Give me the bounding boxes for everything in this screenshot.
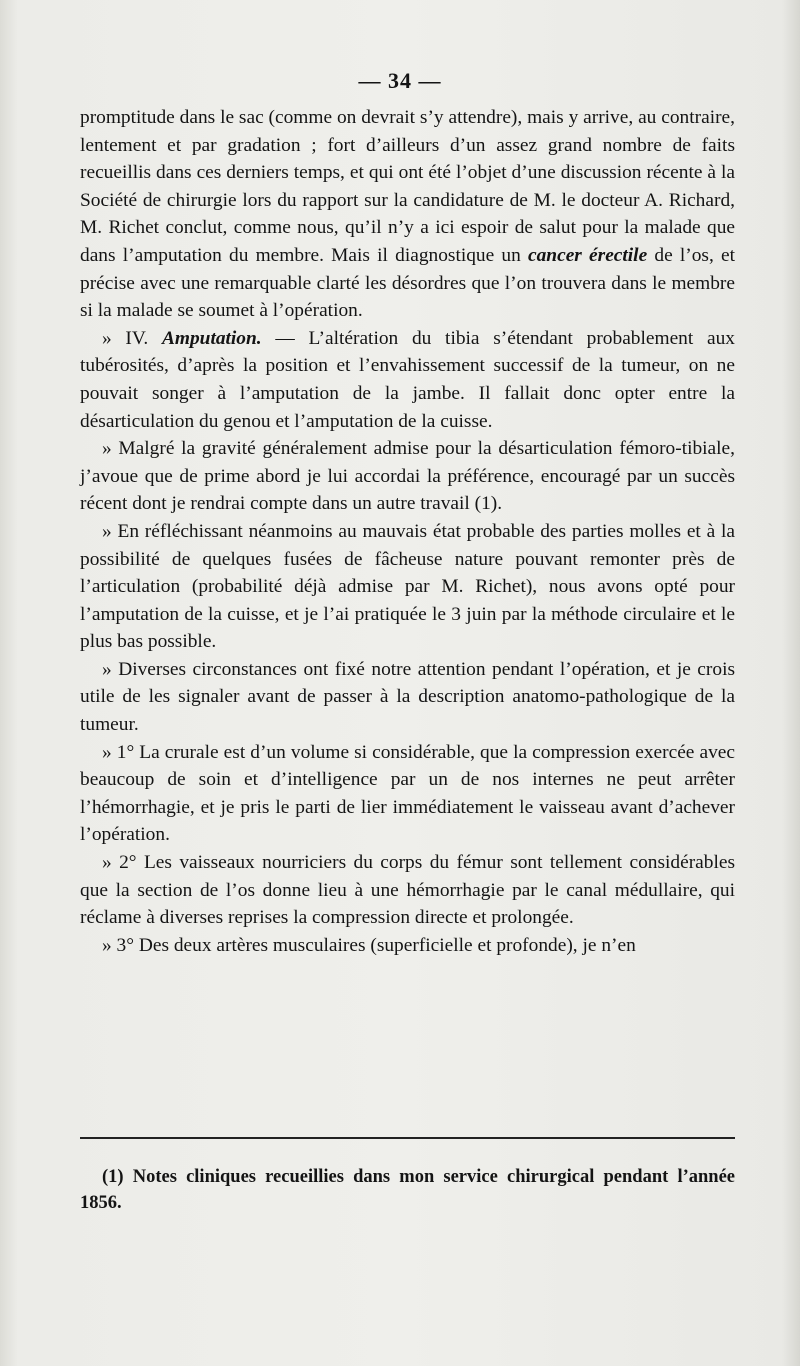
paragraph: [80, 435, 735, 518]
text-segment: » 2° Les vaisseaux nourriciers du corps du fémur sont tellement considérables que la section de l’os donne lieu à une hémorrhagie par le canal médullaire, qui réclame à diverses reprises la compression directe et prolongée.: [80, 852, 735, 929]
text-segment: » 3° Des deux artères musculaires (superficielle et profonde), je n’en: [102, 934, 636, 956]
text-segment: » Diverses circonstances ont fixé notre attention pendant l’opération, et je crois utile de les signaler avant de passer à la description anatomo-pathologique de la tumeur.: [80, 658, 735, 736]
text-segment: » 1° La crurale est d’un volume si considérable, que la compression exercée avec beaucoup de soin et d’intelligence par un de nos internes ne peut arrêter l’hémorrhagie, et je pris le parti de lier immédiatement le vaisseau avant d’achever l’opération.: [80, 741, 735, 846]
paragraph: [80, 518, 735, 656]
text-segment: promptitude dans le sac (comme on devrait s’y attendre), mais y arrive, au contraire, lentement et par gradation ; fort d’ailleurs d’un assez grand nombre de faits recueillis dans ces derniers temps, et qui ont été l’objet d’une discussion récente à la Société de chirurgie lors du rapport sur la candidature de M. le docteur A. Richard, M. Richet conclut, comme nous, qu’il n’y a ici espoir de salut pour la malade que dans l’amputation du membre. Mais il diagnostique un: [80, 107, 735, 266]
paragraph: [80, 325, 735, 435]
paragraph: [80, 104, 735, 325]
text-segment: » IV.: [102, 327, 162, 349]
section-heading: Amputation.: [161, 327, 262, 349]
paragraph: [80, 849, 735, 932]
text-segment: » Malgré la gravité généralement admise pour la désarticulation fémoro-tibiale, j’avoue que de prime abord je lui accordai la préférence, encouragé par un succès récent dont je rendrai compte dans un autre travail (1).: [80, 438, 735, 515]
body-text: [80, 104, 735, 959]
italic-text: cancer érectile: [528, 244, 648, 266]
paragraph: [80, 932, 735, 960]
footnote: (1) Notes cliniques recueillies dans mon service chirurgical pendant l’année 1856.: [80, 1167, 735, 1213]
paragraph: [80, 739, 735, 849]
footnote-separator: [80, 1137, 735, 1139]
page-number: — 34 —: [358, 68, 442, 93]
text-segment: » En réfléchissant néanmoins au mauvais état probable des parties molles et à la possibilité de quelques fusées de fâcheuse nature pouvant remonter près de l’articulation (probabilité déjà admise par M. Richet), nous avons opté pour l’amputation de la cuisse, et je l’ai pratiquée le 3 juin par la méthode circulaire et le plus bas possible.: [80, 520, 735, 653]
paragraph: [80, 656, 735, 739]
text-segment: de l’os, et précise avec une remarquable clarté les désordres que l’on trouvera dans le membre si la malade se soumet à l’opération.: [80, 244, 736, 322]
text-segment: — L’altération du tibia s’étendant probablement aux tubérosités, d’après la position et l’envahissement successif de la tumeur, on ne pouvait songer à l’amputation de la jambe. Il fallait donc opter entre la désarticulation du genou et l’amputation de la cuisse.: [80, 327, 735, 432]
